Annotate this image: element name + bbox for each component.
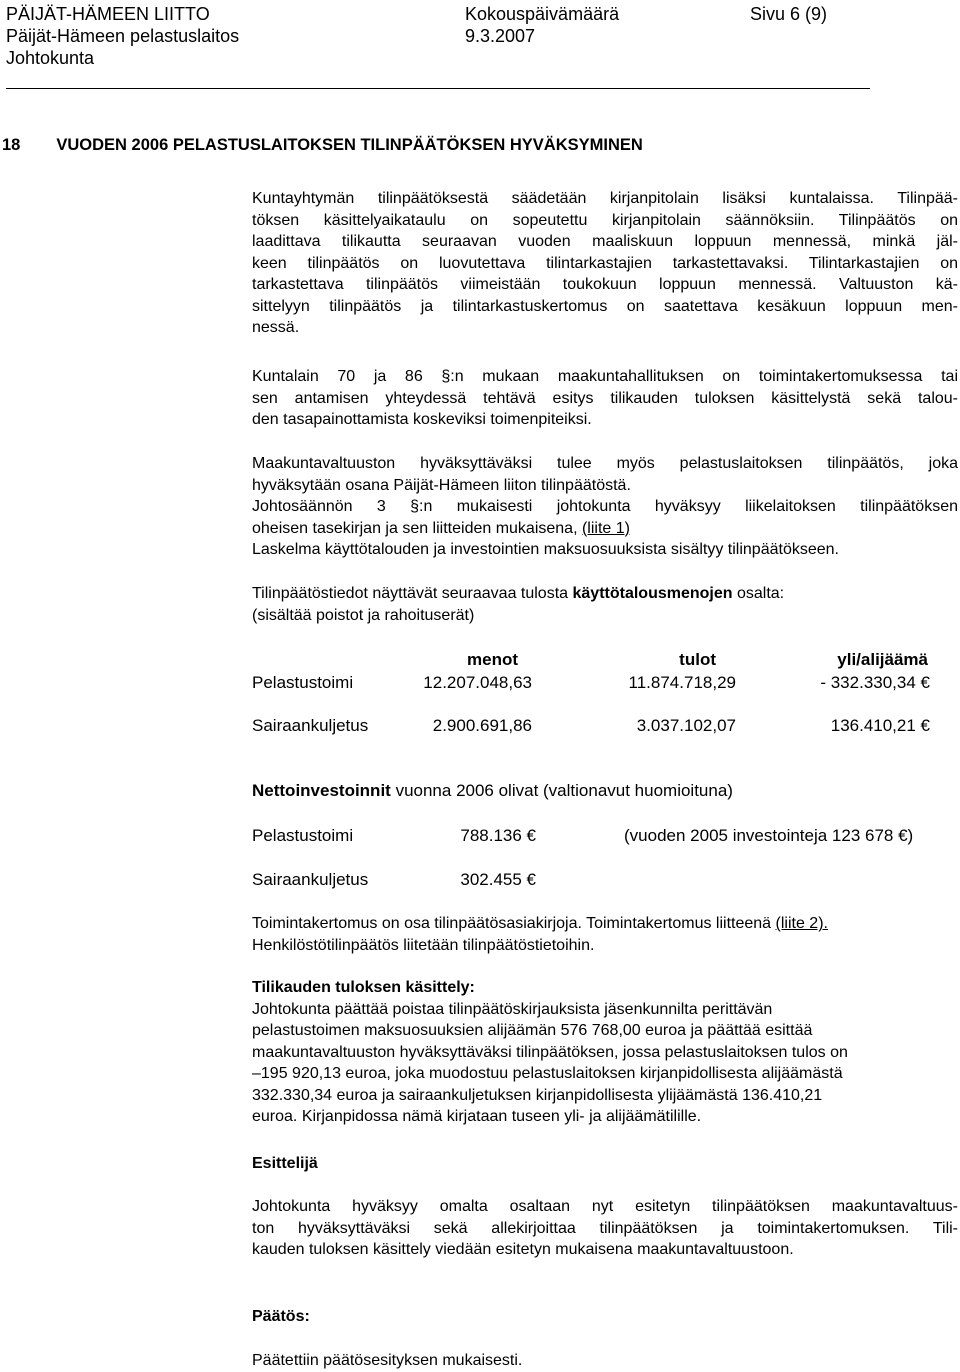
paragraph-result-handling [252,977,958,1128]
text-line: Kuntalain 70 ja 86 §:n mukaan maakuntahallituksen on toimintakertomuksessa tai [252,368,958,385]
paragraph-approval [252,453,958,561]
department-name: Päijät-Hämeen pelastuslaitos [6,26,240,46]
cell-tulot: 3.037.102,07 [636,716,736,735]
text-line: laadittava tilikautta seuraavan vuoden maaliskuun loppuun mennessä, minkä jäl- [252,233,958,250]
cell-menot: 12.207.048,63 [423,673,532,692]
text-fragment: vuonna 2006 olivat (valtionavut huomioituna) [390,781,733,800]
bold-term: Nettoinvestoinnit [252,781,391,800]
text-line: den tasapainottamista koskeviksi toimenpiteiksi. [252,411,592,428]
subheading: Päätös: [252,1308,310,1325]
cell-menot: 2.900.691,86 [432,716,532,735]
meeting-date: 9.3.2007 [465,26,536,46]
body-name: Johtokunta [6,48,95,68]
text-fragment: Toimintakertomus on osa tilinpäätösasiakirjoja. Toimintakertomus liitteenä [252,915,776,932]
column-header: tulot [679,650,716,669]
section-number: 18 [2,136,21,154]
text-line [252,518,958,540]
text-line: sittelyyn tilinpäätös ja tilintarkastuskertomus on saatettava kesäkuun loppuun men- [252,297,958,315]
text-line: töksen käsittelyaikataulu on sopeutettu kirjanpitolain säännöksiin. Tilinpäätös on [252,211,958,229]
text-fragment: oheisen tasekirjan ja sen liitteiden mukaisena, [252,519,582,537]
row-label: Sairaankuljetus [252,716,369,735]
subheading: Esittelijä [252,1155,318,1172]
paragraph-kuntalaki [252,366,958,431]
text-line: kauden tuloksen käsittely viedään esitetyn mukaisena maakuntavaltuustoon. [252,1241,794,1258]
text-line: nessä. [252,319,300,336]
cell-diff: - 332.330,34 € [820,673,930,692]
text-line [252,913,958,935]
row-label: Sairaankuljetus [252,870,369,889]
meeting-date-label: Kokouspäivämäärä [465,4,620,24]
text-line: euroa. Kirjanpidossa nämä kirjataan tuseen yli- ja alijäämätilille. [252,1108,702,1125]
header-divider [6,88,870,89]
text-line: ton hyväksyttäväksi sekä allekirjoittaa tilinpäätöksen ja toimintakertomuksen. Tili- [252,1219,958,1237]
text-line: Henkilöstötilinpäätös liitetään tilinpäätöstietoihin. [252,936,595,954]
cell-tulot: 11.874.718,29 [628,673,736,692]
cell-value: 302.455 € [460,870,536,889]
investments-heading [252,780,958,802]
presenter-heading [252,1153,958,1175]
column-header: yli/alijäämä [837,650,928,669]
subheading: Tilikauden tuloksen käsittely: [252,979,475,996]
attachment-link-2[interactable]: (liite 2). [775,915,828,932]
section-title: VUODEN 2006 PELASTUSLAITOKSEN TILINPÄÄTÖKSEN HYVÄKSYMINEN [56,136,643,154]
cell-diff: 136.410,21 € [830,716,930,735]
text-line [252,583,958,605]
attachment-link-1[interactable]: (liite 1) [581,519,630,537]
paragraph-activity-report [252,913,958,956]
row-label: Pelastustoimi [252,826,354,845]
text-line: Johtosäännön 3 §:n mukaisesti johtokunta hyväksyy liikelaitoksen tilinpäätöksen [252,498,958,515]
column-header: menot [467,650,518,669]
page-number: Sivu 6 (9) [750,4,828,24]
investments-table [252,826,942,896]
text-line: –195 920,13 euroa, joka muodostuu pelastuslaitoksen kirjanpidollisesta alijäämästä [252,1065,843,1082]
cell-value: 788.136 € [460,826,536,845]
text-line: maakuntavaltuuston hyväksyttäväksi tilinpäätöksen, jossa pelastuslaitoksen tulos on [252,1043,848,1061]
row-label: Pelastustoimi [252,673,354,692]
org-name: PÄIJÄT-HÄMEEN LIITTO [6,4,210,24]
bold-term: käyttötalousmenojen [572,585,733,602]
section-heading [2,136,643,155]
text-fragment: osalta: [732,585,785,602]
paragraph-results-intro [252,583,958,626]
text-line: Päätettiin päätösesityksen mukaisesti. [252,1352,523,1369]
paragraph-legal-basis [252,188,958,339]
text-line: Johtokunta hyväksyy omalta osaltaan nyt esitetyn tilinpäätöksen maakuntavaltuus- [252,1198,958,1215]
text-line: 332.330,34 euroa ja sairaankuljetuksen kirjanpidollisesta ylijäämästä 136.410,21 [252,1086,823,1104]
paragraph-proposal [252,1196,958,1261]
text-line: pelastustoimen maksuosuuksien alijäämän 576 768,00 euroa ja päättää esittää [252,1022,813,1039]
text-line [252,780,958,802]
text-line: sen antamisen yhteydessä tehtävä esitys tilikauden tuloksen käsittelystä sekä talou- [252,389,958,407]
decision-text [252,1350,958,1372]
text-line: hyväksytään osana Päijät-Hämeen liiton tilinpäätöstä. [252,476,631,494]
text-line: Kuntayhtymän tilinpäätöksestä säädetään kirjanpitolain lisäksi kuntalaissa. Tilinpää- [252,190,958,207]
decision-heading [252,1306,958,1328]
text-line: keen tilinpäätös on luovutettava tilintarkastajien tarkastettavaksi. Tilintarkastajien on [252,254,958,272]
text-line: (sisältää poistot ja rahoituserät) [252,606,475,624]
text-fragment: Tilinpäätöstiedot näyttävät seuraavaa tulosta [252,585,573,602]
results-table [252,650,942,750]
cell-note: (vuoden 2005 investointeja 123 678 €) [624,826,914,845]
text-line: Maakuntavaltuuston hyväksyttäväksi tulee myös pelastuslaitoksen tilinpäätös, joka [252,455,958,472]
text-line: tarkastettava tilinpäätös viimeistään toukokuun loppuun mennessä. Valtuuston kä- [252,276,958,293]
text-line: Laskelma käyttötalouden ja investointien maksuosuuksista sisältyy tilinpäätökseen. [252,541,839,558]
text-line: Johtokunta päättää poistaa tilinpäätöskirjauksista jäsenkunnilta perittävän [252,1000,773,1018]
